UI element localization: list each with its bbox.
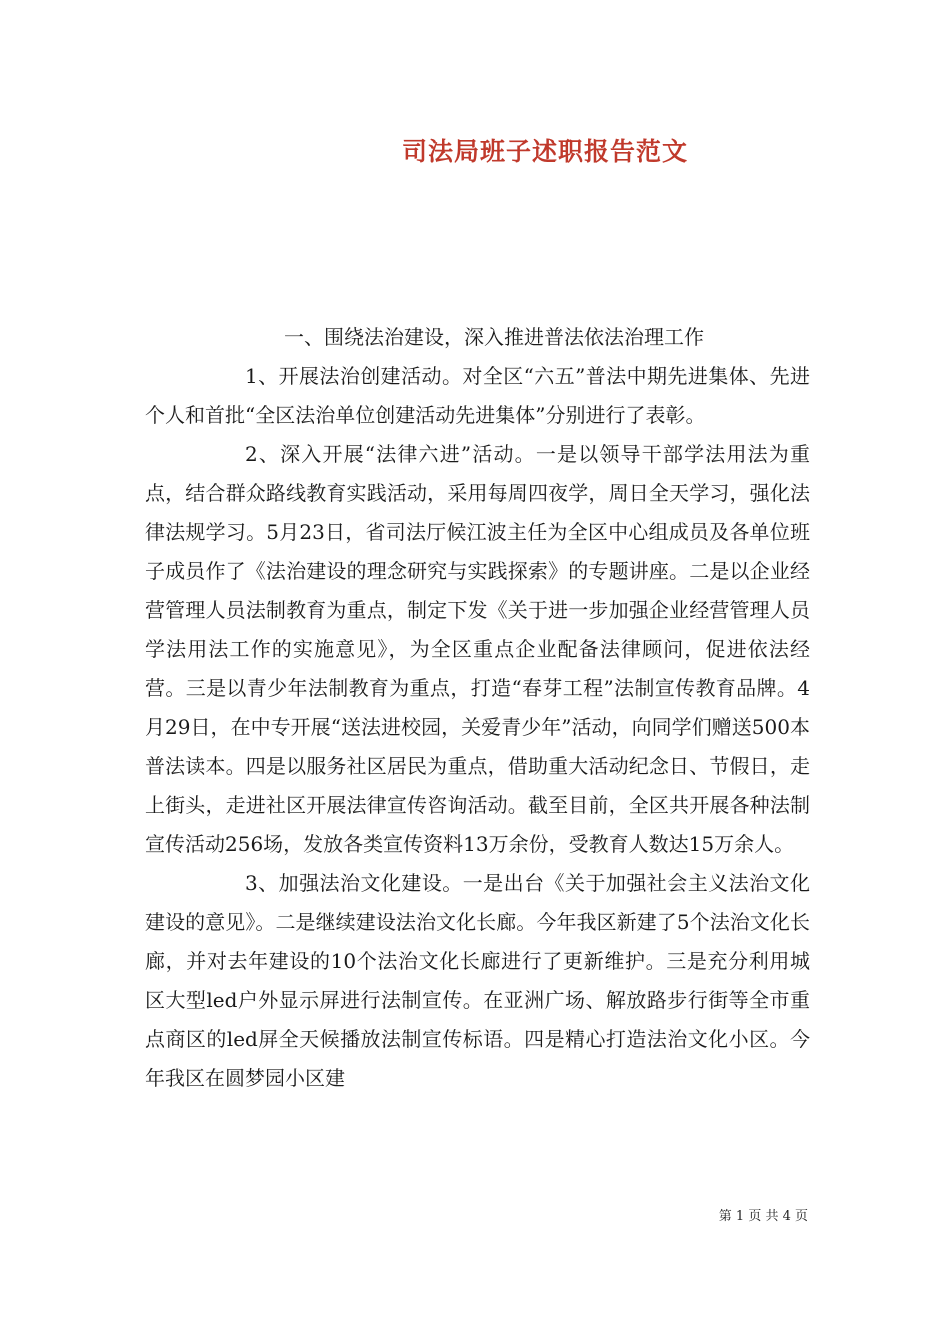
paragraph-3: 3、加强法治文化建设。一是出台《关于加强社会主义法治文化建设的意见》。二是继续建设法治文化长廊。今年我区新建了5个法治文化长廊，并对去年建设的10个法治文化长廊进行了更新维护。三是充分利用城区大型led户外显示屏进行法制宣传。在亚洲广场、解放路步行街等全市重点商区的led屏全天候播放法制宣传标语。四是精心打造法治文化小区。今年我区在圆梦园小区建 [145, 871, 810, 1090]
document-body [145, 318, 810, 1098]
page-number-footer: 第 1 页 共 4 页 [718, 1209, 808, 1224]
document-title: 司法局班子述职报告范文 [401, 137, 688, 166]
paragraph-1: 1、开展法治创建活动。对全区“六五”普法中期先进集体、先进个人和首批“全区法治单位创建活动先进集体”分别进行了表彰。 [145, 364, 810, 427]
paragraph-2: 2、深入开展“法律六进”活动。一是以领导干部学法用法为重点，结合群众路线教育实践活动，采用每周四夜学，周日全天学习，强化法律法规学习。5月23日，省司法厅候江波主任为全区中心组成员及各单位班子成员作了《法治建设的理念研究与实践探索》的专题讲座。二是以企业经营管理人员法制教育为重点，制定下发《关于进一步加强企业经营管理人员学法用法工作的实施意见》，为全区重点企业配备法律顾问，促进依法经营。三是以青少年法制教育为重点，打造“春芽工程”法制宣传教育品牌。4月29日，在中专开展“送法进校园，关爱青少年”活动，向同学们赠送500本普法读本。四是以服务社区居民为重点，借助重大活动纪念日、节假日，走上街头，走进社区开展法律宣传咨询活动。截至目前，全区共开展各种法制宣传活动256场，发放各类宣传资料13万余份，受教育人数达15万余人。 [145, 442, 810, 856]
section-heading: 一、围绕法治建设，深入推进普法依法治理工作 [284, 325, 704, 349]
